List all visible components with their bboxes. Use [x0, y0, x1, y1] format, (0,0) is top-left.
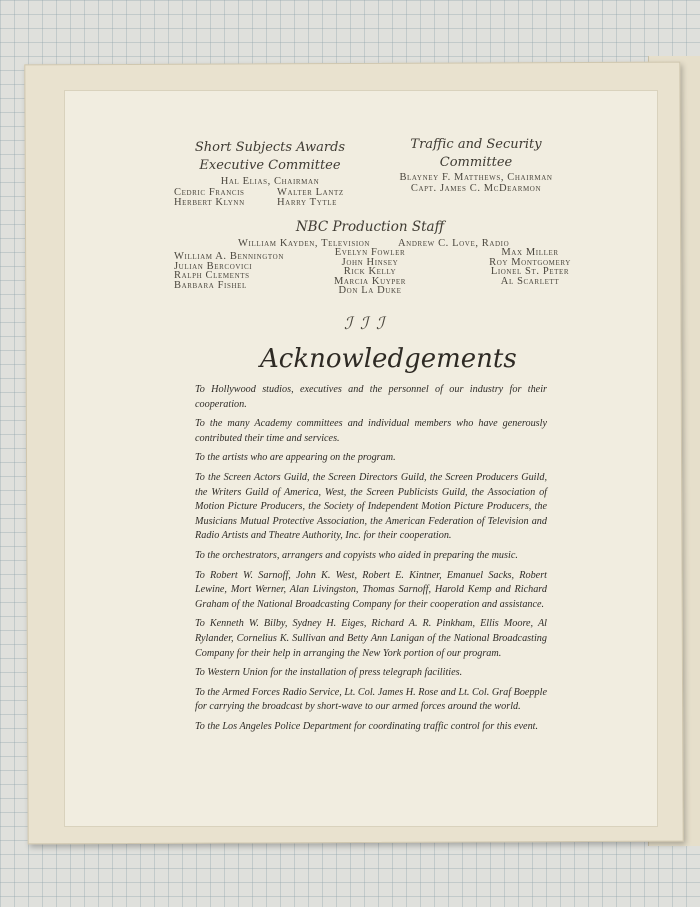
staff-name: Don La Duke	[338, 285, 402, 296]
acknowledgement-paragraph: To Kenneth W. Bilby, Sydney H. Eiges, Richard A. R. Pinkham, Ellis Moore, Al Rylander, Cornelius K. Sullivan and Betty Ann Lanigan of the National Broadcasting Company for their help in arranging the New York portion of our program.	[195, 618, 547, 659]
acknowledgement-paragraph: To the artists who are appearing on the program.	[195, 452, 396, 464]
member-name: Walter Lantz	[277, 187, 344, 198]
traffic-chairman: Blayney F. Matthews, Chairman	[399, 172, 553, 183]
acknowledgement-paragraph: To Robert W. Sarnoff, John K. West, Robert E. Kintner, Emanuel Sacks, Robert Lewine, Mort Werner, Alan Livingston, Thomas Sarnoff, Harold Kemp and Richard Graham of the National Broadcasting Company for their cooperation and assistance.	[195, 569, 547, 610]
traffic-title-line1: Traffic and Security	[410, 137, 542, 152]
acknowledgements-body	[195, 383, 547, 739]
nbc-staff-column-3	[480, 248, 580, 286]
staff-name: John Hinsey	[341, 256, 399, 268]
member-name: Cedric Francis	[174, 187, 245, 198]
nbc-heading: NBC Production Staff	[295, 219, 445, 235]
acknowledgement-paragraph: To Hollywood studios, executives and the personnel of our industry for their cooperation.	[195, 384, 547, 410]
staff-name: Lionel St. Peter	[490, 266, 570, 277]
staff-name: Max Miller	[501, 247, 559, 258]
nbc-head-left: William Kayden, Television	[238, 238, 371, 249]
staff-name: Al Scarlett	[500, 275, 560, 287]
staff-name: William A. Bennington	[174, 251, 284, 262]
short-subjects-chairman: Hal Elias, Chairman	[220, 176, 320, 187]
traffic-member: Capt. James C. McDearmon	[410, 183, 542, 194]
staff-name: Julian Bercovici	[174, 260, 253, 272]
nbc-head-right: Andrew C. Love, Radio	[398, 238, 510, 249]
acknowledgement-paragraph: To the many Academy committees and individual members who have generously contributed their time and services.	[195, 418, 547, 444]
short-subjects-members-left	[174, 188, 245, 207]
acknowledgement-paragraph: To the orchestrators, arrangers and copyists who aided in preparing the music.	[195, 549, 518, 561]
acknowledgement-paragraph: To the Screen Actors Guild, the Screen Directors Guild, the Screen Producers Guild, the Writers Guild of America, West, the Screen Publicists Guild, the Association of Motion Picture Producers, the Society of Independent Motion Picture Producers, the Musicians Mutual Protective Association, the American Federation of Television and Radio Artists and Theatre Authority, Inc. for their cooperation.	[195, 471, 547, 542]
nbc-staff-column-1	[174, 252, 284, 290]
short-subjects-heading	[170, 139, 370, 175]
acknowledgement-paragraph: To the Los Angeles Police Department for coordinating traffic control for this event.	[195, 720, 539, 732]
staff-name: Barbara Fishel	[174, 279, 247, 291]
decorative-flourish: ℐℐℐ	[344, 314, 392, 334]
acknowledgement-paragraph: To Western Union for the installation of press telegraph facilities.	[195, 667, 463, 679]
staff-name: Roy Montgomery	[489, 256, 571, 268]
acknowledgements-title: Acknowledgements	[260, 344, 517, 374]
traffic-heading	[376, 136, 576, 172]
staff-name: Rick Kelly	[343, 266, 397, 277]
nbc-staff-column-2	[330, 248, 410, 296]
short-subjects-members-right	[277, 188, 344, 207]
member-name: Herbert Klynn	[174, 196, 245, 208]
staff-name: Evelyn Fowler	[334, 247, 406, 258]
member-name: Harry Tytle	[277, 196, 337, 208]
short-subjects-title-line1: Short Subjects Awards	[194, 140, 346, 155]
acknowledgement-paragraph: To the Armed Forces Radio Service, Lt. Col. James H. Rose and Lt. Col. Graf Boepple for carrying the broadcast by short-wave to our armed forces around the world.	[195, 686, 547, 713]
staff-name: Marcia Kuyper	[333, 275, 407, 287]
short-subjects-title-line2: Executive Committee	[199, 158, 341, 173]
staff-name: Ralph Clements	[174, 270, 250, 281]
traffic-title-line2: Committee	[439, 155, 513, 170]
